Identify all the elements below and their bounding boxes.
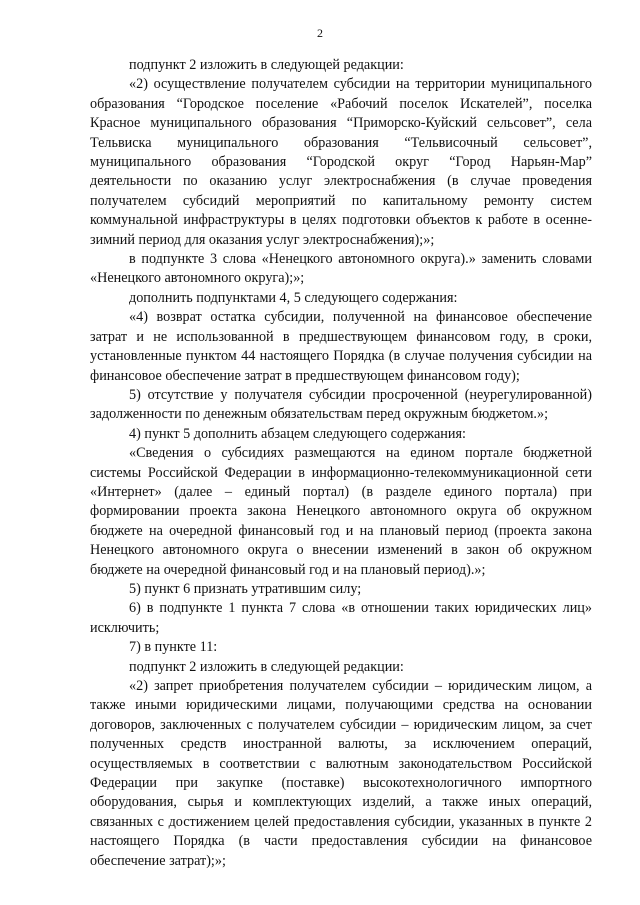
- paragraph-subitem-2-intro-2: подпункт 2 изложить в следующей редакции:: [129, 658, 404, 675]
- paragraph-subitem-3-replace: в подпункте 3 слова «Ненецкого автономного округа).» заменить словами «Ненецкого автономного округа);»;: [90, 251, 592, 287]
- paragraph-subitem-2-text: «2) осуществление получателем субсидии на территории муниципального образования “Городское поселение «Рабочий поселок Искателей”, поселка Красное муниципального образования “Приморско-Куйский сельсовет”, села Тельвиска муниципального образования “Тельвисочный сельсовет”, муниципального образования “Городской округ “Город Нарьян-Мар” деятельности по оказанию услуг электроснабжения (в случае проведения получателем субсидий мероприятий по капитальному ремонту систем коммунальной инфраструктуры в целях подготовки объектов к работе в осенне-зимний период для оказания услуг электроснабжения);»;: [90, 76, 592, 248]
- paragraph-item-6: 6) в подпункте 1 пункта 7 слова «в отношении таких юридических лиц» исключить;: [90, 600, 592, 636]
- page-number: 2: [317, 26, 323, 40]
- paragraph-subsidy-info: «Сведения о субсидиях размещаются на едином портале бюджетной системы Российской Федерации в информационно-телекоммуникационной сети «Интернет» (далее – единый портал) (в разделе единого портала) при формировании проекта закона Ненецкого автономного округа об окружном бюджете на очередной финансовый год и на плановый период (проекта закона Ненецкого автономного округа о внесении изменений в закон об окружном бюджете на очередной финансовый год и на плановый период).»;: [90, 445, 592, 578]
- paragraph-item-7: 7) в пункте 11:: [129, 639, 218, 656]
- paragraph-add-subitems: дополнить подпунктами 4, 5 следующего содержания:: [129, 289, 458, 306]
- paragraph-item-4: 4) пункт 5 дополнить абзацем следующего содержания:: [129, 425, 466, 442]
- paragraph-currency-ban: «2) запрет приобретения получателем субсидии – юридическим лицом, а также иными юридическими лицами, получающими средства на основании договоров, заключенных с получателем субсидии – юридическим лицом, за счет полученных средств иностранной валюты, за исключением операций, осуществляемых в соответствии с валютным законодательством Российской Федерации при закупке (поставке) высокотехнологичного импортного оборудования, сырья и комплектующих изделий, а также иных операций, связанных с достижением целей предоставления субсидии, указанных в пункте 2 настоящего Порядка (в части предоставления субсидии на финансовое обеспечение затрат);»;: [90, 678, 592, 869]
- paragraph-item-5: 5) пункт 6 признать утратившим силу;: [129, 580, 362, 597]
- paragraph-subitem-5: 5) отсутствие у получателя субсидии просроченной (неурегулированной) задолженности по денежным обязательствам перед окружным бюджетом.»;: [90, 386, 592, 423]
- paragraph-subitem-4: «4) возврат остатка субсидии, полученной на финансовое обеспечение затрат и не использованной в предшествующем финансовом году, в сроки, установленные пунктом 44 настоящего Порядка (в случае получения субсидии на финансовое обеспечение затрат в предшествующем финансовом году);: [90, 309, 592, 384]
- paragraph-subitem-2-intro: подпункт 2 изложить в следующей редакции:: [129, 57, 404, 73]
- document-body: [90, 56, 592, 871]
